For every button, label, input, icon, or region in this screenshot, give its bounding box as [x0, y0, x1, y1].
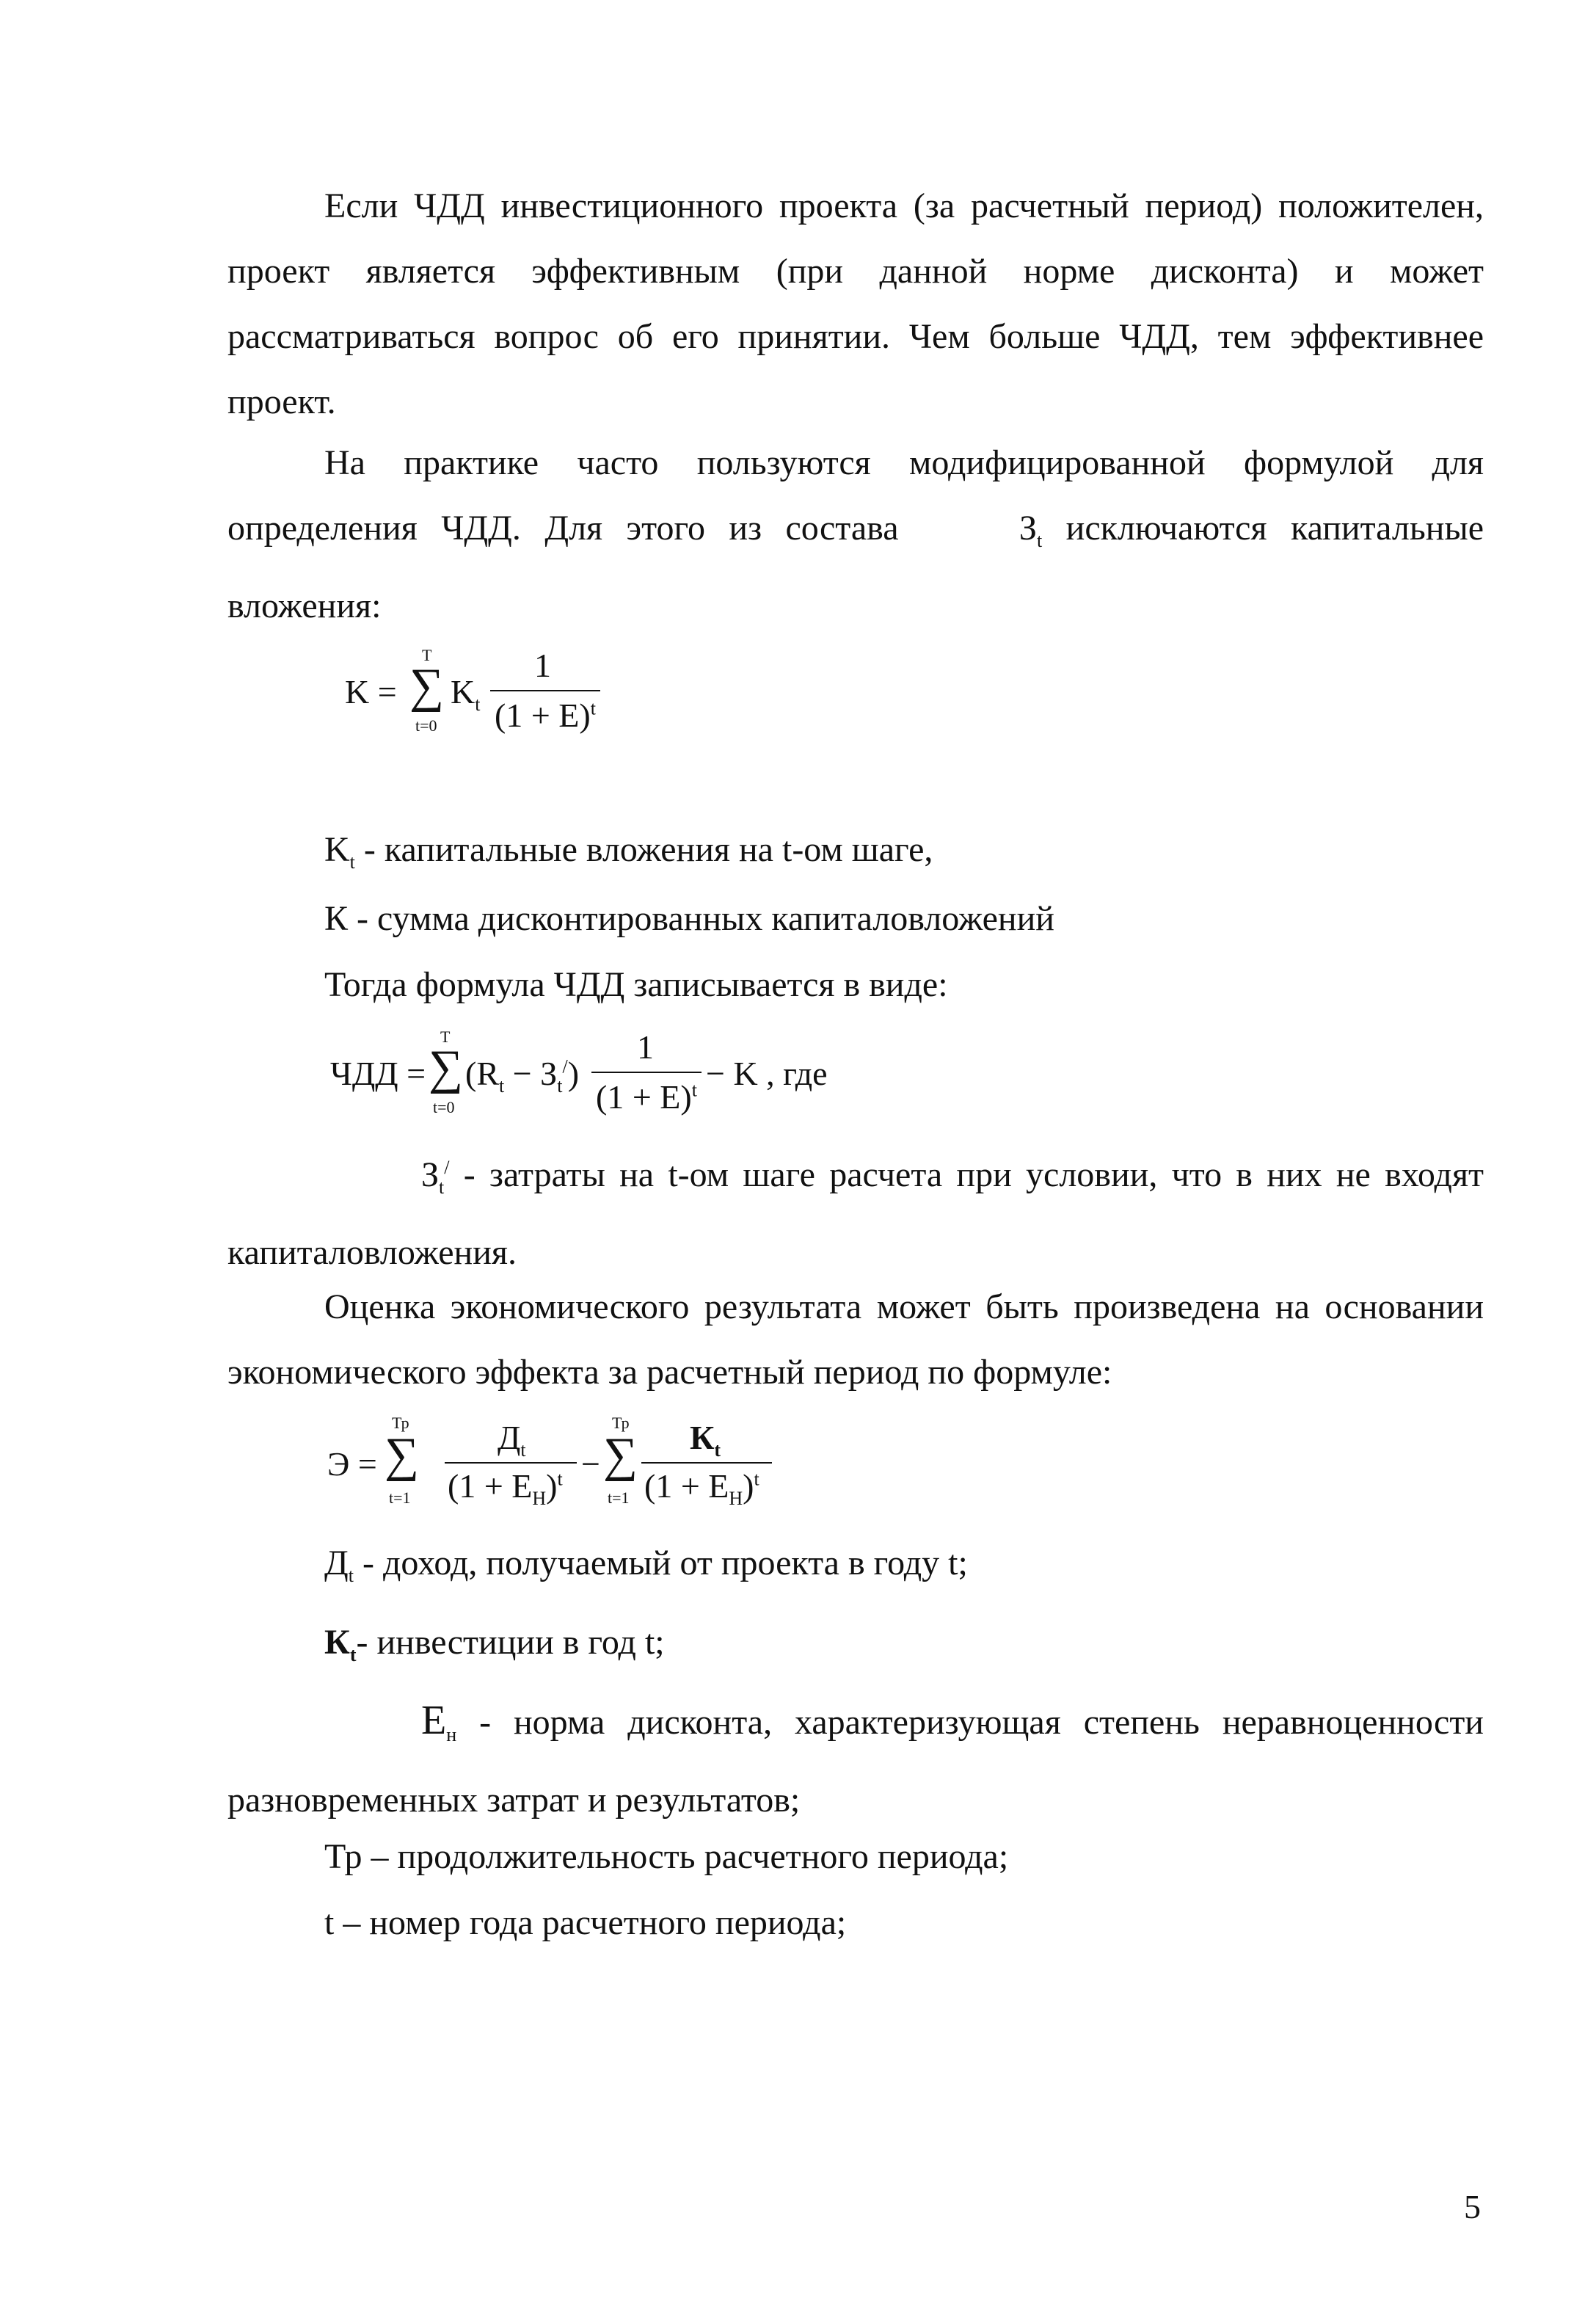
dt-definition: $Д_t$ - доход, получаемый от проекта в году t;: [324, 1544, 968, 1586]
formula1-lhs: K =: [345, 673, 397, 710]
zt-symbol: З: [421, 1155, 440, 1194]
formula3-upper-limit: Тр: [392, 1414, 409, 1432]
formula3-denominator2: $(1 + Е_Н)^t$: [644, 1467, 759, 1509]
formula3-numerator2: $К_t$: [690, 1419, 721, 1461]
zt-description: - затраты на t-ом шаге расчета при условии, что в них не входят капиталовложения.: [227, 1155, 1484, 1272]
dt-description: - доход, получаемый от проекта в году t;: [353, 1544, 968, 1582]
formula1-upper-limit: T: [422, 646, 432, 664]
formula3-lhs: Э =: [327, 1445, 377, 1483]
paragraph-assessment: Оценка экономического результата может быть произведена на основании экономического эффекта за расчетный период по формуле:: [227, 1287, 1484, 1392]
kt-description: - капитальные вложения на t-ом шаге,: [354, 830, 933, 869]
formula3-fraction-bar1: [445, 1462, 577, 1464]
en-description: - норма дисконта, характеризующая степень неравноценности разновременных затрат и результатов;: [227, 1703, 1484, 1820]
formula1-term: $K_t$: [451, 673, 481, 715]
formula3-minus: −: [581, 1445, 600, 1483]
formula1-lower-limit: t=0: [415, 716, 437, 735]
paragraph-modified-formula-start: На практике часто пользуются модифицированной формулой для определения ЧДД. Для этого из состава: [227, 443, 1484, 548]
paragraph-modified-formula: [227, 430, 1484, 639]
then-formula-text: Тогда формула ЧДД записывается в виде:: [324, 965, 948, 1004]
formula1-denominator: $(1 + E)^t$: [495, 697, 596, 734]
kti-symbol: К: [324, 1623, 350, 1662]
formula1-sigma: ∑: [409, 659, 445, 713]
formula2-lhs: ЧДД =: [330, 1055, 426, 1092]
z-t-symbol: $З_t$: [1019, 509, 1043, 551]
tp-definition: Тр – продолжительность расчетного периода;: [324, 1837, 1009, 1876]
formula2-tail: − K , где: [706, 1055, 828, 1092]
formula2-upper-limit: T: [440, 1028, 451, 1046]
formula3-denominator1: $(1 + Е_Н)^t$: [448, 1467, 563, 1509]
formula2-fraction-bar: [591, 1072, 702, 1073]
formula1-numerator: 1: [534, 647, 551, 684]
dt-symbol: Д: [324, 1544, 349, 1582]
en-symbol: Е: [421, 1698, 447, 1743]
formula3-lower-limit2: t=1: [608, 1488, 630, 1507]
kt-symbol: K: [324, 830, 350, 869]
formula3-sigma: ∑: [385, 1428, 420, 1482]
formula3-lower-limit: t=1: [389, 1488, 411, 1507]
formula3-numerator1: $Д_t$: [498, 1419, 526, 1461]
formula3-upper-limit2: Тр: [612, 1414, 630, 1432]
kti-definition: $К_t-$ инвестиции в год t;: [324, 1623, 665, 1665]
t-definition: t – номер года расчетного периода;: [324, 1903, 847, 1942]
paragraph-modified-formula-end: исключаются капитальные вложения:: [227, 509, 1484, 625]
formula2-denominator: $(1 + E)^t$: [596, 1078, 697, 1116]
formula2-term: $(R_t - З_t^/)$: [465, 1055, 580, 1097]
formula-npv-modified: [330, 1028, 859, 1123]
paragraph-npv-positive: Если ЧДД инвестиционного проекта (за расчетный период) положителен, проект является эффективным (при данной норме дисконта) и может рассматриваться вопрос об его принятии. Чем больше ЧДД, тем эффективнее проект.: [227, 186, 1484, 421]
k-definition: К - сумма дисконтированных капиталовложений: [324, 899, 1054, 938]
formula1-fraction-bar: [490, 690, 600, 691]
formula-economic-effect: [327, 1414, 797, 1516]
kt-definition: $K_t$ - капитальные вложения на t-ом шаге,: [324, 830, 933, 873]
formula2-sigma: ∑: [429, 1041, 464, 1094]
formula2-numerator: 1: [637, 1028, 654, 1066]
formula-capital-investment: [345, 646, 609, 741]
formula3-sigma2: ∑: [603, 1428, 638, 1482]
en-definition: $Е_н$ - норма дисконта, характеризующая степень неравноценности разновременных затрат и результатов;: [227, 1698, 1484, 1820]
formula3-fraction-bar2: [641, 1462, 772, 1464]
page-number: 5: [1464, 2188, 1481, 2225]
formula2-lower-limit: t=0: [433, 1098, 455, 1116]
kti-description: - инвестиции в год t;: [356, 1623, 665, 1662]
zt-definition: $З_t^/$ - затраты на t-ом шаге расчета при условии, что в них не входят капиталовложения.: [227, 1155, 1484, 1272]
